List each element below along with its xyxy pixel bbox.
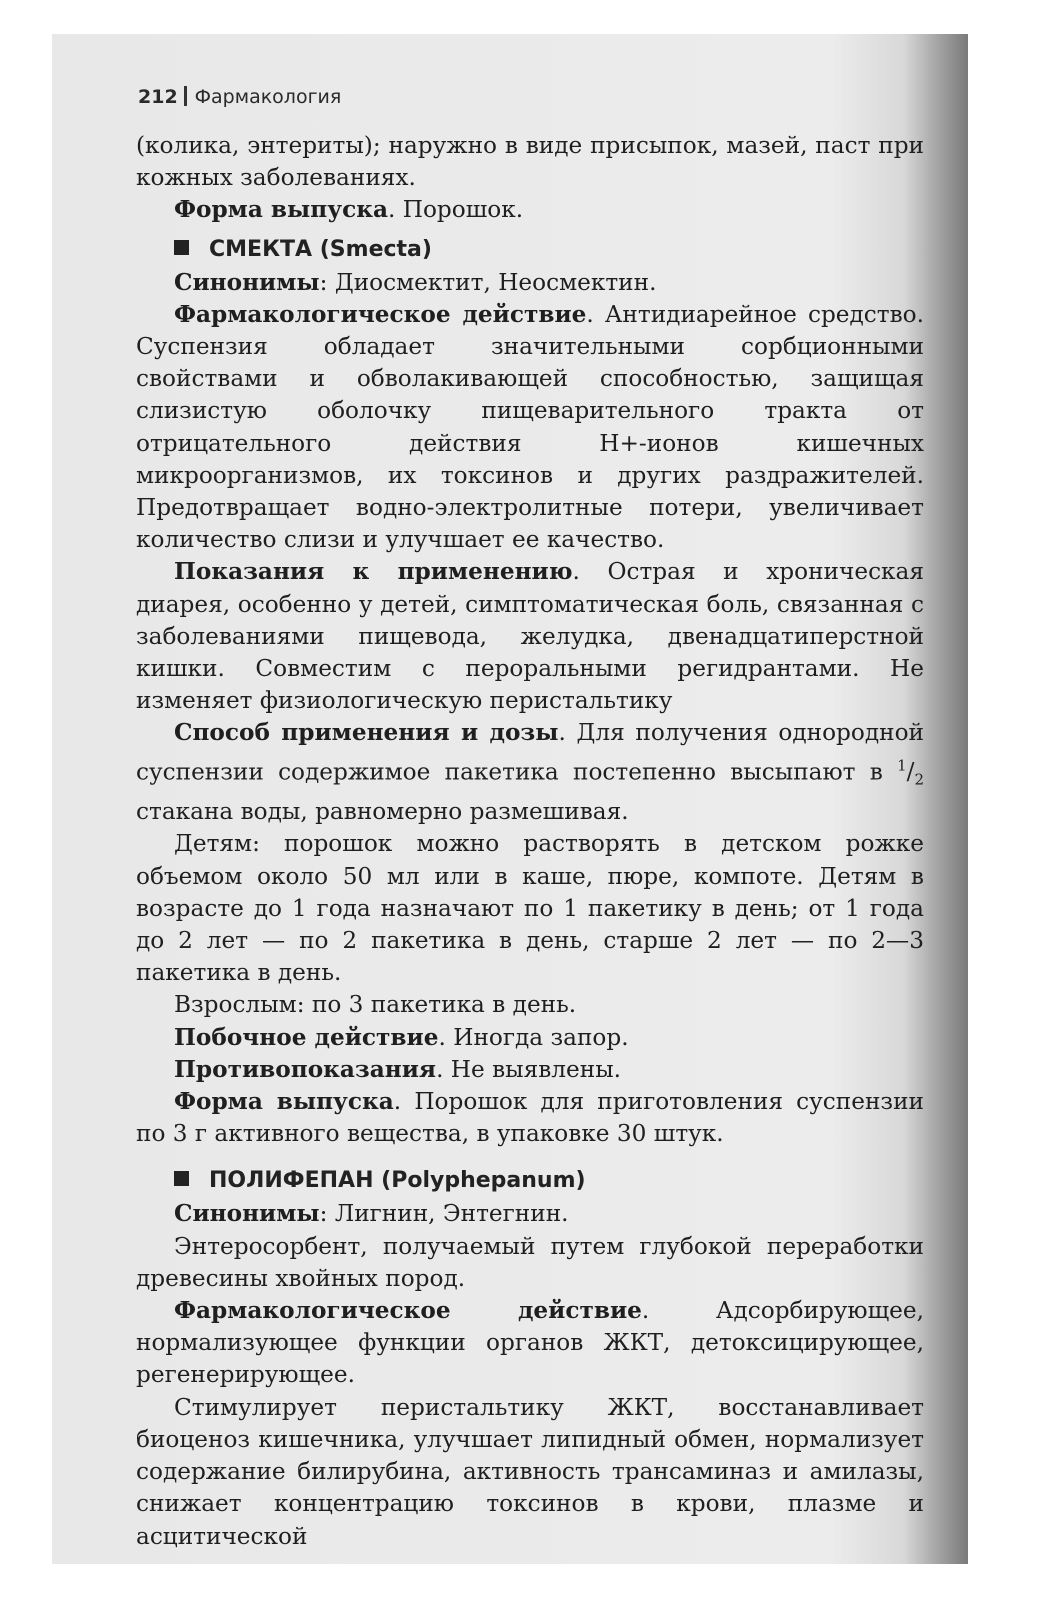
smecta-contraindications [136, 1054, 924, 1086]
polyphepan-synonyms-label: Синонимы [174, 1200, 320, 1228]
smecta-synonyms-text: : Диосмектит, Неосмектин. [319, 268, 657, 296]
smecta-heading-text: СМЕКТА (Smecta) [209, 236, 432, 262]
header-separator [184, 86, 187, 106]
running-title: Фармакология [194, 86, 342, 108]
bullet-square-icon [174, 1171, 189, 1186]
smecta-contra-text: . Не выявлены. [436, 1055, 622, 1083]
fraction-numerator: 1 [897, 756, 907, 775]
intro-form-label: Форма выпуска [174, 196, 388, 224]
smecta-indications-label: Показания к применению [174, 558, 573, 586]
polyphepan-synonyms [136, 1198, 924, 1230]
smecta-pharm-text: . Антидиарейное средство. Суспензия обладает значительными сорбционными свойствами и обволакивающей способностью, защищая слизистую оболочку пищеварительного тракта от отрицательного действия Н+-ионов кишечных микроорганизмов, их токсинов и других раздражителей. Предотвращает водно-электролитные потери, увеличивает количество слизи и улучшает ее качество. [136, 300, 925, 554]
polyphepan-synonyms-text: : Лигнин, Энтегнин. [319, 1200, 569, 1228]
polyphepan-heading [174, 1164, 924, 1198]
polyphepan-pharm-text: . Адсорбирующее, нормализующее функции органов ЖКТ, детоксицирующее, регенерирующее. [136, 1297, 924, 1389]
smecta-children: Детям: порошок можно растворять в детском рожке объемом около 50 мл или в каше, пюре, компоте. Детям в возрасте до 1 года назначают по 1 пакетику в день; от 1 года до 2 лет — по 2 пакетика в день, старше 2 лет — по 2—3 пакетика в день. [136, 830, 924, 987]
fraction-one-half: $^1/_2$ [897, 756, 924, 790]
smecta-form [136, 1086, 924, 1150]
smecta-dosage-text-a: . Для получения однородной суспензии содержимое пакетика постепенно высыпают в [136, 719, 925, 786]
smecta-form-label: Форма выпуска [174, 1088, 394, 1116]
smecta-dosage [136, 717, 924, 828]
smecta-synonyms-label: Синонимы [174, 268, 320, 296]
page-number: 212 [138, 86, 178, 108]
smecta-pharm-label: Фармакологическое действие [174, 300, 587, 328]
intro-line-1: (колика, энтериты); наружно в виде присыпок, мазей, паст при [136, 132, 924, 159]
intro-form [136, 194, 924, 226]
body-text [136, 130, 924, 1553]
polyphepan-pharm-label: Фармакологическое действие [174, 1297, 642, 1325]
smecta-form-text: . Порошок для приготовления суспензии по 3 г активного вещества, в упаковке 30 штук. [136, 1088, 924, 1148]
intro-line-2: кожных заболеваниях. [136, 164, 416, 192]
polyphepan-pharm [136, 1295, 924, 1392]
section-gap [136, 1150, 924, 1158]
polyphepan-stimulates: Стимулирует перистальтику ЖКТ, восстанавливает биоценоз кишечника, улучшает липидный обмен, нормализует содержание билирубина, активность трансаминаз и амилазы, снижает концентрацию токсинов в крови, плазме и асцитической [136, 1393, 924, 1550]
running-header [138, 86, 341, 108]
smecta-synonyms [136, 267, 924, 299]
intro-form-text: . Порошок. [387, 196, 524, 224]
smecta-pharm [136, 299, 924, 557]
bullet-square-icon [174, 240, 189, 255]
polyphepan-description: Энтеросорбент, получаемый путем глубокой переработки древесины хвойных пород. [136, 1232, 924, 1292]
polyphepan-heading-text: ПОЛИФЕПАН (Polyphepanum) [209, 1168, 586, 1194]
smecta-side-text: . Иногда запор. [438, 1023, 629, 1051]
smecta-indications-text: . Острая и хроническая диарея, особенно у детей, симптоматическая боль, связанная с заболеваниями пищевода, желудка, двенадцатиперстной кишки. Совместим с пероральными регидрантами. Не изменяет физиологическую перистальтику [136, 558, 924, 715]
smecta-indications [136, 556, 924, 717]
smecta-dosage-text-b: стакана воды, равномерно размешивая. [136, 798, 629, 826]
smecta-dosage-label: Способ применения и дозы [174, 719, 559, 747]
smecta-contra-label: Противопоказания [174, 1055, 437, 1083]
smecta-side-effects [136, 1022, 924, 1054]
smecta-heading [174, 233, 924, 267]
fraction-denominator: 2 [914, 771, 924, 790]
smecta-adults: Взрослым: по 3 пакетика в день. [174, 991, 577, 1019]
smecta-side-label: Побочное действие [174, 1023, 439, 1051]
